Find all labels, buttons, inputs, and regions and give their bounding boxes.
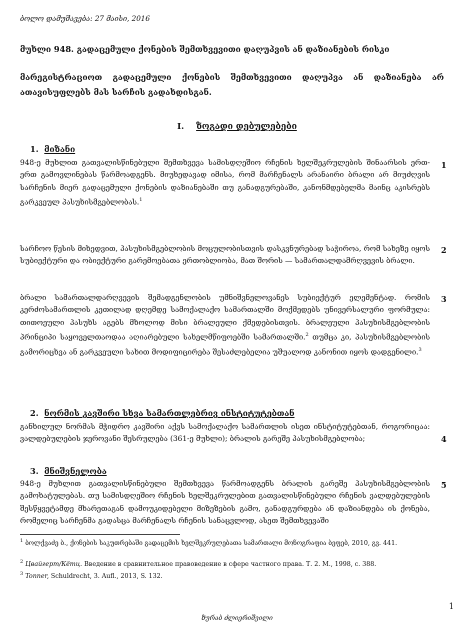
subsection-title: ნორმის კავშირი სხვა სამართლებრივ ინსტიტუტებთან — [44, 408, 295, 418]
subsection-heading — [30, 408, 295, 418]
page-number-value: 1 — [448, 602, 454, 611]
footnote-number: 3 — [20, 571, 24, 577]
subsection-number: 3. — [30, 466, 39, 476]
paragraph-text: ბრალი სამართალდარღვევის შემადგენლობის უმნიშვნელოვანეს სუბიექტურ ელემენტად. რომის კერძოსამართლის კეთილად დღემდე სამოქალაქო სამართალში მოქმედებს უნივერსალური ფორმულა: თითოეული პასუხს აგებს მხოლოდ მისი ბრალეული ქმედებისთვის. ბრალეული პასუხისმგებლობის პრინციპი საყოველთაოდაა აღიარებული სახელმწიფოებში სამართალში. — [20, 293, 430, 342]
paragraph-text: განხილულ ნორმას მჭიდრო კავშირი აქვს სამოქალაქო სამართლის ისეთ ინსტიტუტებთან, როგორიცაა: ვალდებულების ჯეროვანი შესრულება (361-ე მუხლი); ბრალის გარეშე პასუხისმგებლობა; — [20, 422, 430, 444]
footnote-text: Введение в сравнительное правоведение в сфере частного права. Т. 2. М., 1998, с. 388. — [82, 561, 377, 569]
footnote-separator — [20, 534, 180, 535]
paragraph — [20, 478, 430, 528]
paragraph-text: 948-ე მუხლით გათვალისწინებული შემთხვევა წარმოადგენს ბრალის გარეშე პასუხისმგებლობის გამოხატულებას. თუ სამისდღეშიო რჩენის ხელშეკრულებით გათვალისწინებული რჩენის ვალდებულების შესწყვეტამდე მხარეთაგან დამოუკიდებელი მიზეზების გამო, განადგურდება ან დაზიანდება ის ქონება, რომელიც სარჩენმა გადასცა მარჩენალს რჩენის სანაცვლოდ, ასეთ შემთხვევაში — [20, 479, 430, 526]
margin-number: 4 — [441, 434, 447, 444]
paragraph — [20, 292, 430, 359]
margin-number: 1 — [441, 160, 447, 170]
paragraph — [20, 157, 430, 209]
footnote-reference[interactable]: 2 — [305, 332, 309, 339]
subsection-heading — [30, 144, 75, 154]
margin-number: 2 — [441, 245, 447, 255]
footnote-text: ბოლქვაძე ბ., ქონების საკუთრებაში გადაცემის ხელშეკრულებათა სამართალი მონოგრაფია ბეფებ, 2010, გვ. 441. — [25, 540, 398, 548]
footnote-number: 2 — [20, 559, 24, 565]
paragraph-text: თუმცა კი, პასუხისმგებლობის გამორიცხვა ან გარკვეული სახით მოდიფიცირება შესაძლებელია უშუალოდ კანონით იყოს დადგენილი. — [20, 332, 430, 357]
footnote-reference[interactable]: 3 — [418, 347, 422, 354]
paragraph — [20, 421, 430, 446]
paragraph-text: სარჩოო წესის მიხედვით, პასუხისმგებლობის მოცულობისთვის დასკვნურებად საჭიროა, რომ სახეზე იყოს სუბიექტური და ობიექტური გარემოებათა ერთობლიობა, მათ შორის — სამართალდამრღვევის ბრალი. — [20, 244, 430, 266]
subsection-number: 2. — [30, 408, 39, 418]
footnote-number: 1 — [20, 538, 24, 544]
last-edited-line: ბოლო დამუშავება: 27 მაისი, 2016 — [20, 14, 150, 23]
paragraph-text: 948-ე მუხლით გათვალისწინებული შემთხვევა სამისდღეშიო რჩენის ხელშეკრულების შინაარსის ერთ-ერთ გამოვლინებას წარმოადგენს. მიუხედავად იმისა, რომ მარჩენალს არანაირი ბრალი არ მიუძღვის სარჩენის მიერ გადაცემული ქონების დაზიანებაში თუ განადგურებაში, კანონმდებელმა მაინც აკისრებს გარკვეულ პასუხისმგებლობას. — [20, 158, 430, 207]
footnote-author: Tonner, — [25, 573, 49, 581]
section-title: ზოგადი დებულებები — [196, 122, 297, 132]
footnote — [20, 558, 440, 570]
section-heading — [0, 122, 474, 132]
margin-number: 3 — [441, 294, 447, 304]
footnote-reference[interactable]: 1 — [139, 197, 143, 204]
footnote — [20, 537, 440, 549]
margin-number: 5 — [441, 480, 447, 490]
footnote-text: Schuldrecht, 3. Aufl., 2013, S. 132. — [48, 573, 163, 581]
article-rule-text: მარეგისტრაციოთ გადაცემული ქონების შემთხვევითი დაღუპვა ან დაზიანება არ ათავისუფლებს მას სარჩის გადახდისგან. — [20, 72, 444, 97]
footer-author: ზურაბ ძლიერიშვილი — [201, 614, 273, 622]
paragraph — [20, 243, 430, 268]
page-number — [0, 602, 474, 611]
subsection-heading — [30, 466, 107, 476]
subsection-number: 1. — [30, 144, 39, 154]
article-title: მუხლი 948. გადაცემული ქონების შემთხვევითი დაღუპვის ან დაზიანების რისკი — [20, 44, 390, 54]
subsection-title: მიზანი — [44, 144, 76, 154]
section-numeral: I. — [177, 122, 185, 132]
footnote-author: Цвайгерт/Кётц. — [25, 561, 83, 569]
subsection-title: მნიშვნელობა — [44, 466, 107, 476]
footnote — [20, 570, 440, 582]
